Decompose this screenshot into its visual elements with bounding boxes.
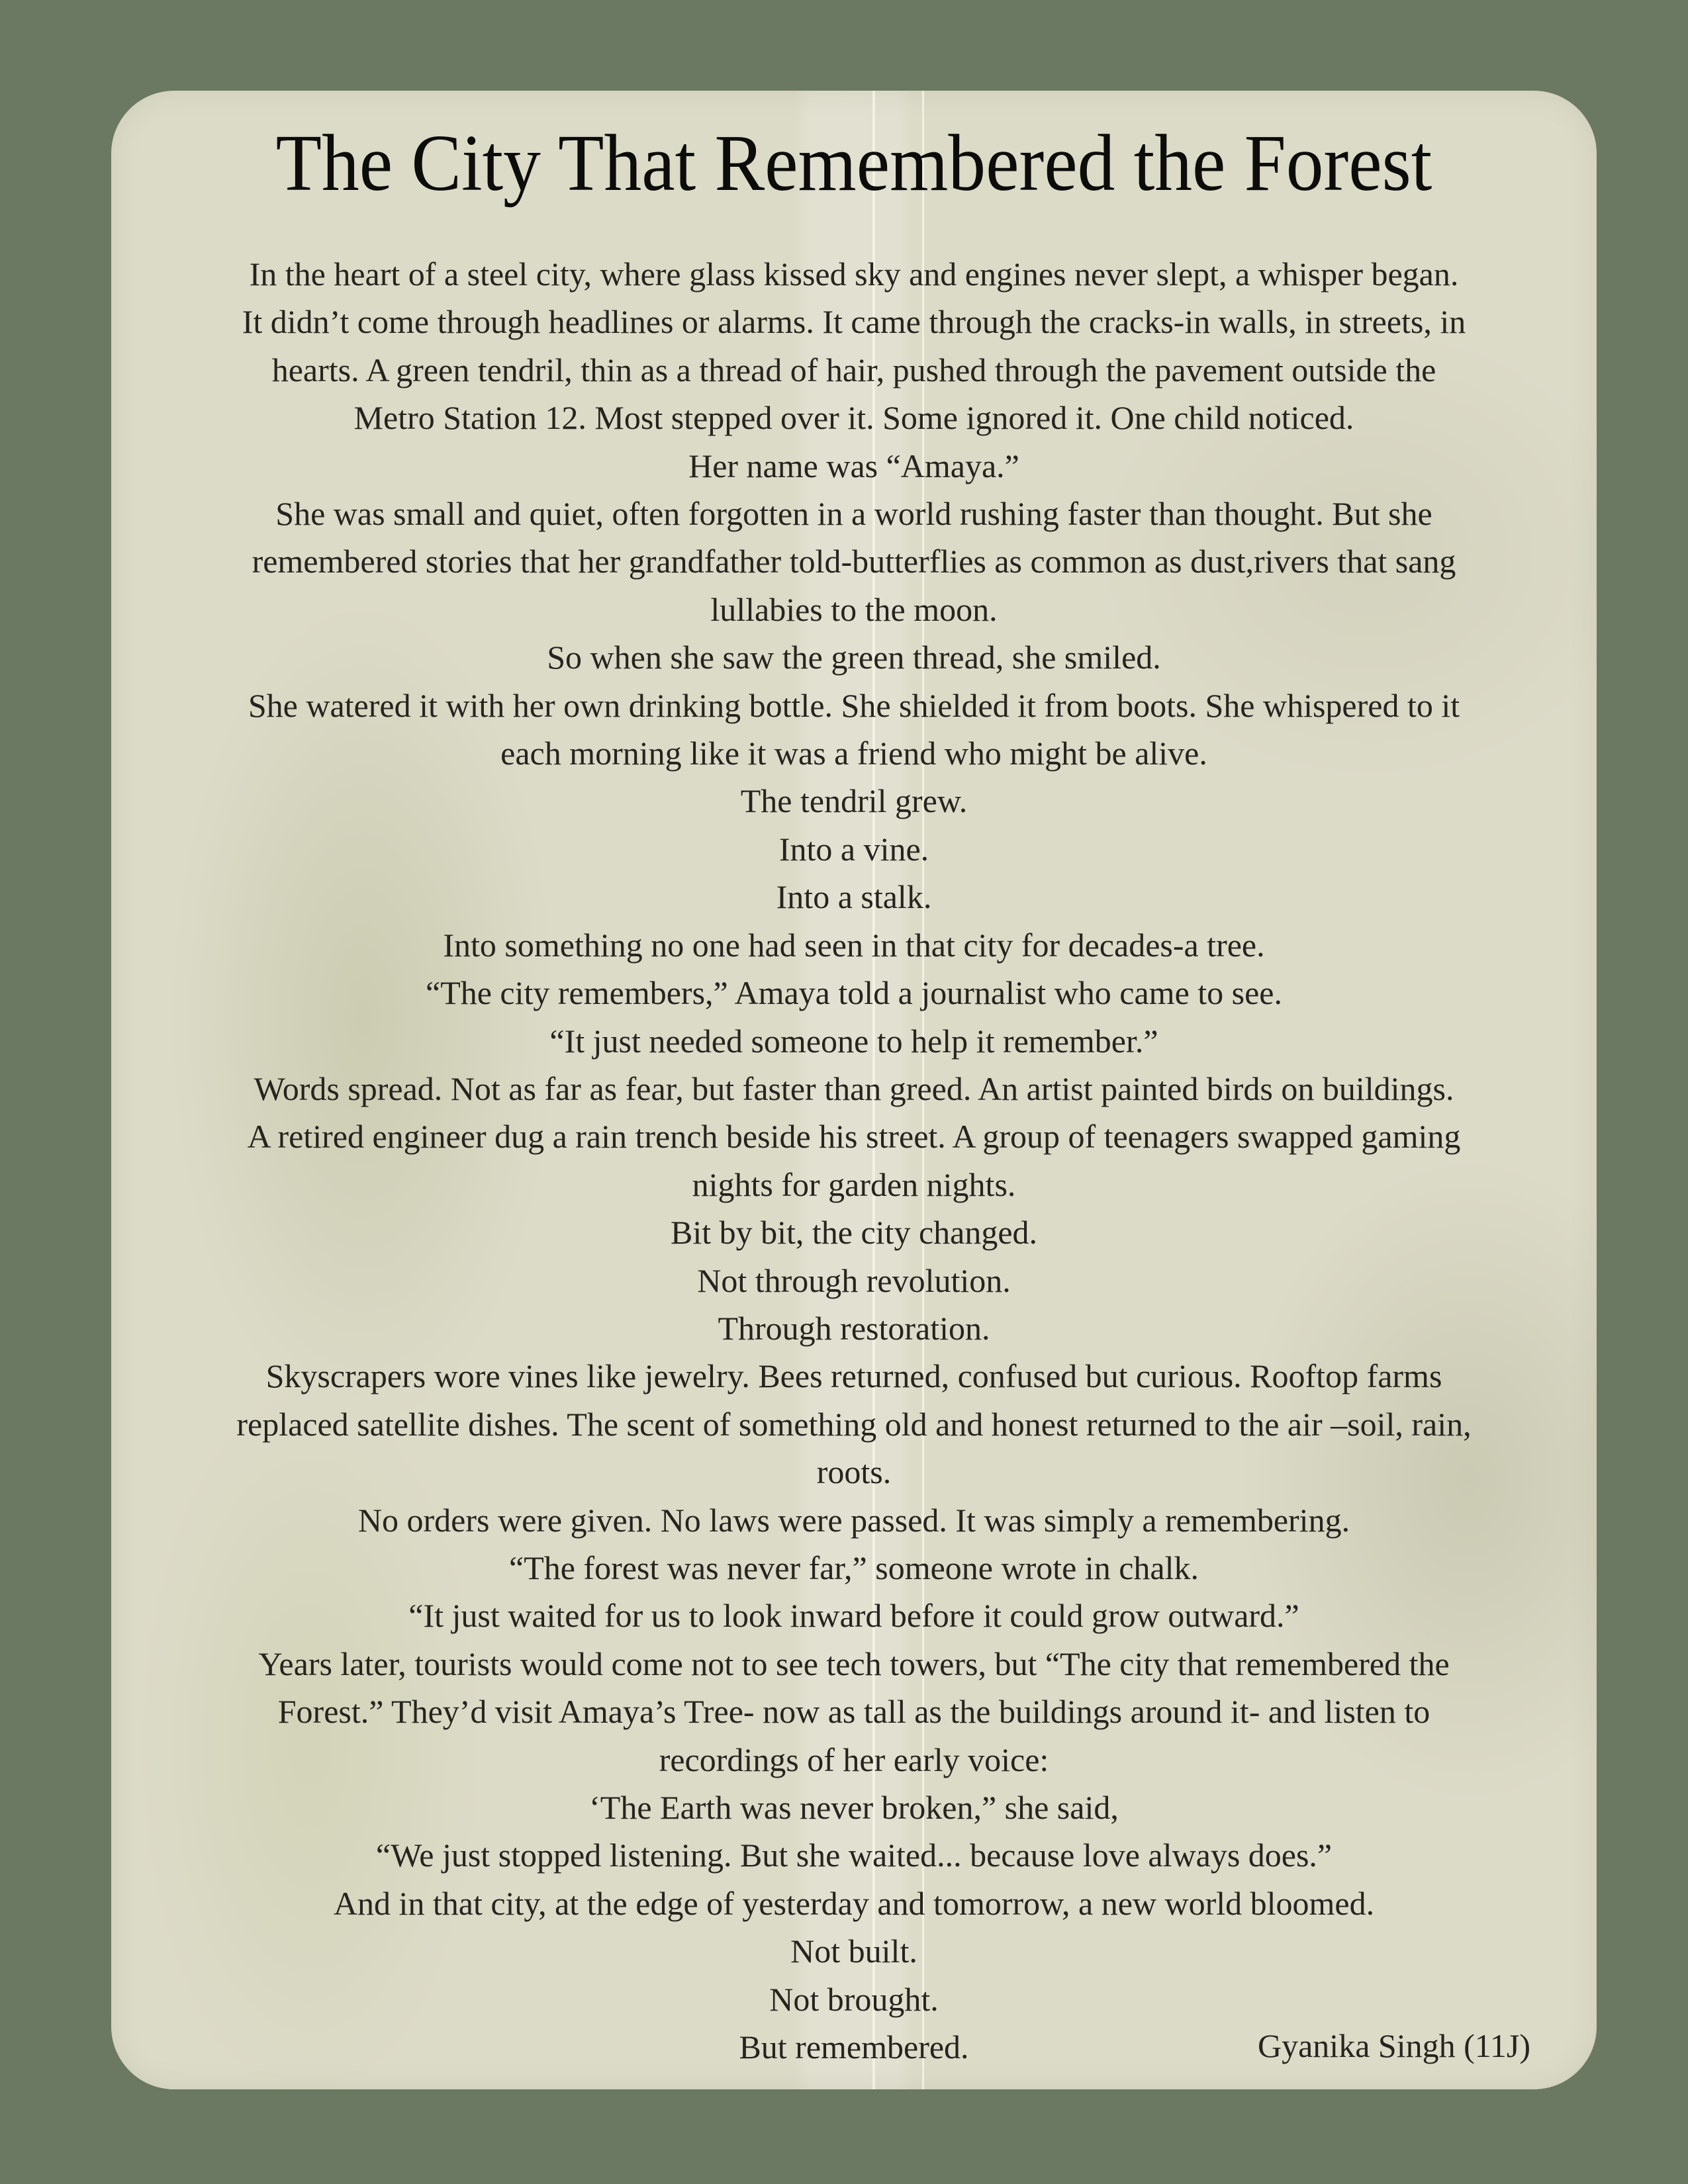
story-line: recordings of her early voice: [659,1741,1049,1778]
story-line: Skyscrapers wore vines like jewelry. Bees returned, confused but curious. Rooftop farms [265,1357,1442,1395]
story-line: each morning like it was a friend who might be alive. [500,735,1207,772]
author-signature: Gyanika Singh (11J) [1258,2027,1530,2064]
story-line: roots. [816,1453,892,1491]
story-line: Metro Station 12. Most stepped over it. Some ignored it. One child noticed. [353,399,1354,437]
story-line: So when she saw the green thread, she smiled. [547,639,1161,676]
story-body [138,250,1570,2071]
story-line: She was small and quiet, often forgotten in a world rushing faster than thought. But she [275,495,1432,533]
story-line: ‘The Earth was never broken,” she said, [589,1789,1119,1826]
story-line: nights for garden nights. [692,1165,1016,1203]
story-line: Not through revolution. [697,1261,1011,1299]
story-line: The tendril grew. [740,782,968,820]
story-line: And in that city, at the edge of yesterday and tomorrow, a new world bloomed. [333,1884,1375,1922]
story-line: remembered stories that her grandfather told-butterflies as common as dust,rivers that sang [252,543,1456,580]
story-line: Her name was “Amaya.” [688,447,1019,484]
page-title: The City That Remembered the Forest [275,118,1432,208]
story-line: Not brought. [769,1980,939,2018]
story-line: Forest.” They’d visit Amaya’s Tree- now as tall as the buildings around it- and listen to [277,1693,1430,1731]
story-line: Into a stalk. [776,878,932,916]
story-line: Bit by bit, the city changed. [670,1214,1038,1251]
story-line: Into a vine. [778,830,929,868]
story-line: Words spread. Not as far as fear, but faster than greed. An artist painted birds on buildings. [254,1069,1454,1107]
story-card [111,91,1597,2089]
story-line: Not built. [790,1933,917,1970]
story-line: “The forest was never far,” someone wrote in chalk. [509,1549,1199,1586]
story-line: “The city remembers,” Amaya told a journalist who came to see. [426,974,1282,1012]
story-line: hearts. A green tendril, thin as a thread of hair, pushed through the pavement outside the [271,351,1436,388]
story-line: Through restoration. [718,1309,990,1347]
story-line: Years later, tourists would come not to see tech towers, but “The city that remembered the [258,1645,1450,1682]
story-line: It didn’t come through headlines or alarms. It came through the cracks-in walls, in streets, in [242,303,1466,341]
story-line: A retired engineer dug a rain trench beside his street. A group of teenagers swapped gaming [247,1118,1461,1156]
story-line: “It just needed someone to help it remember.” [549,1022,1158,1060]
story-line: replaced satellite dishes. The scent of something old and honest returned to the air –soil, rain, [236,1405,1472,1443]
story-line: lullabies to the moon. [710,590,998,628]
story-line: No orders were given. No laws were passed. It was simply a remembering. [357,1501,1350,1539]
story-line: In the heart of a steel city, where glass kissed sky and engines never slept, a whisper began. [249,255,1459,293]
story-line: But remembered. [739,2028,969,2066]
story-line: “It just waited for us to look inward before it could grow outward.” [408,1597,1299,1635]
story-line: Into something no one had seen in that city for decades-a tree. [443,926,1265,964]
story-line: “We just stopped listening. But she waited... because love always does.” [375,1837,1333,1874]
story-line: She watered it with her own drinking bottle. She shielded it from boots. She whispered to it [248,686,1460,724]
